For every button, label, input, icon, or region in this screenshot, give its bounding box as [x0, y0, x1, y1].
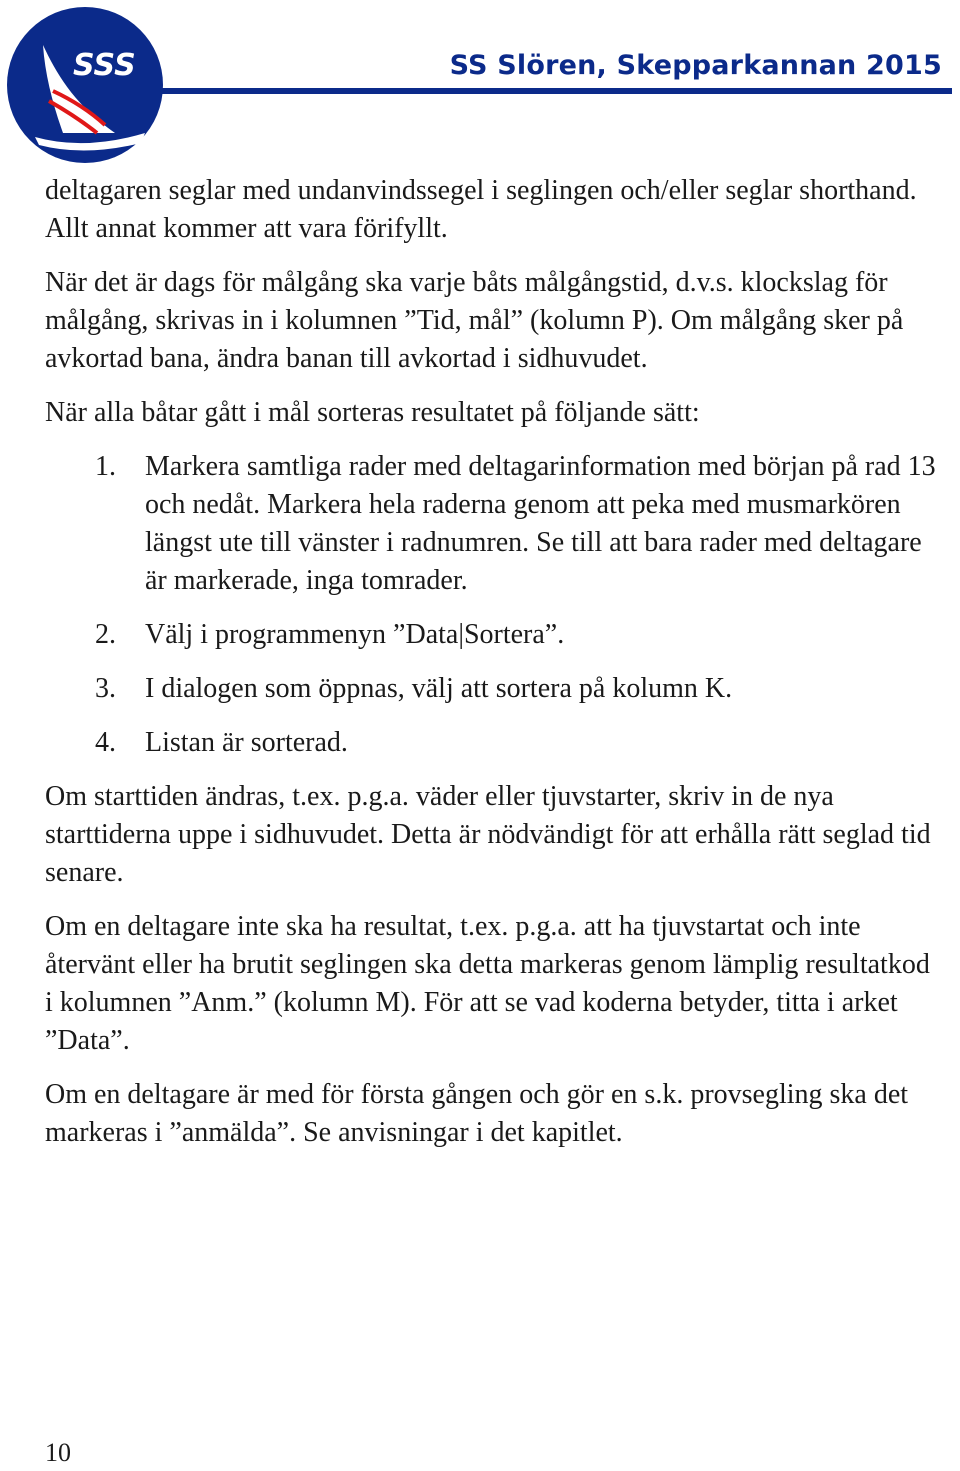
list-item-number: 1. [95, 451, 116, 482]
list-item-text: Välj i programmenyn ”Data|Sortera”. [145, 619, 565, 650]
steps-list [45, 448, 940, 762]
header-title: SS Slören, Skepparkannan 2015 [449, 50, 942, 81]
paragraph-4: Om starttiden ändras, t.ex. p.g.a. väder eller tjuvstarter, skriv in de nya starttiderna uppe i sidhuvudet. Detta är nödvändigt för att erhålla rätt seglad tid senare. [45, 781, 931, 888]
list-item [45, 616, 940, 654]
paragraph-1: deltagaren seglar med undanvindssegel i seglingen och/eller seglar shorthand. Allt annat kommer att vara förifyllt. [45, 175, 917, 244]
page-number: 10 [45, 1438, 71, 1467]
paragraph-2: När det är dags för målgång ska varje båts målgångstid, d.v.s. klockslag för målgång, skrivas in i kolumnen ”Tid, mål” (kolumn P). Om målgång sker på avkortad bana, ändra banan till avkortad i sidhuvudet. [45, 267, 904, 374]
paragraph-6: Om en deltagare är med för första gången och gör en s.k. provsegling ska det markeras i ”anmälda”. Se anvisningar i det kapitlet. [45, 1079, 909, 1148]
list-item-number: 2. [95, 619, 116, 650]
list-item-text: Markera samtliga rader med deltagarinformation med början på rad 13 och nedåt. Markera hela raderna genom att peka med musmarkören längst ute till vänster i radnumren. Se till att bara rader med deltagare är markerade, inga tomrader. [145, 451, 936, 596]
list-item [45, 670, 940, 708]
list-item-number: 4. [95, 727, 116, 758]
list-item [45, 448, 940, 600]
logo-text: SSS [73, 48, 136, 83]
document-body [45, 172, 940, 1168]
sss-logo [5, 5, 165, 165]
list-item-text: Listan är sorterad. [145, 727, 348, 758]
list-item [45, 724, 940, 762]
header-divider [160, 88, 952, 94]
list-item-text: I dialogen som öppnas, välj att sortera på kolumn K. [145, 673, 733, 704]
paragraph-3: När alla båtar gått i mål sorteras resultatet på följande sätt: [45, 397, 700, 428]
paragraph-5: Om en deltagare inte ska ha resultat, t.ex. p.g.a. att ha tjuvstartat och inte återvänt eller ha brutit seglingen ska detta markeras genom lämplig resultatkod i kolumnen ”Anm.” (kolumn M). För att se vad koderna betyder, titta i arket ”Data”. [45, 911, 930, 1056]
list-item-number: 3. [95, 673, 116, 704]
